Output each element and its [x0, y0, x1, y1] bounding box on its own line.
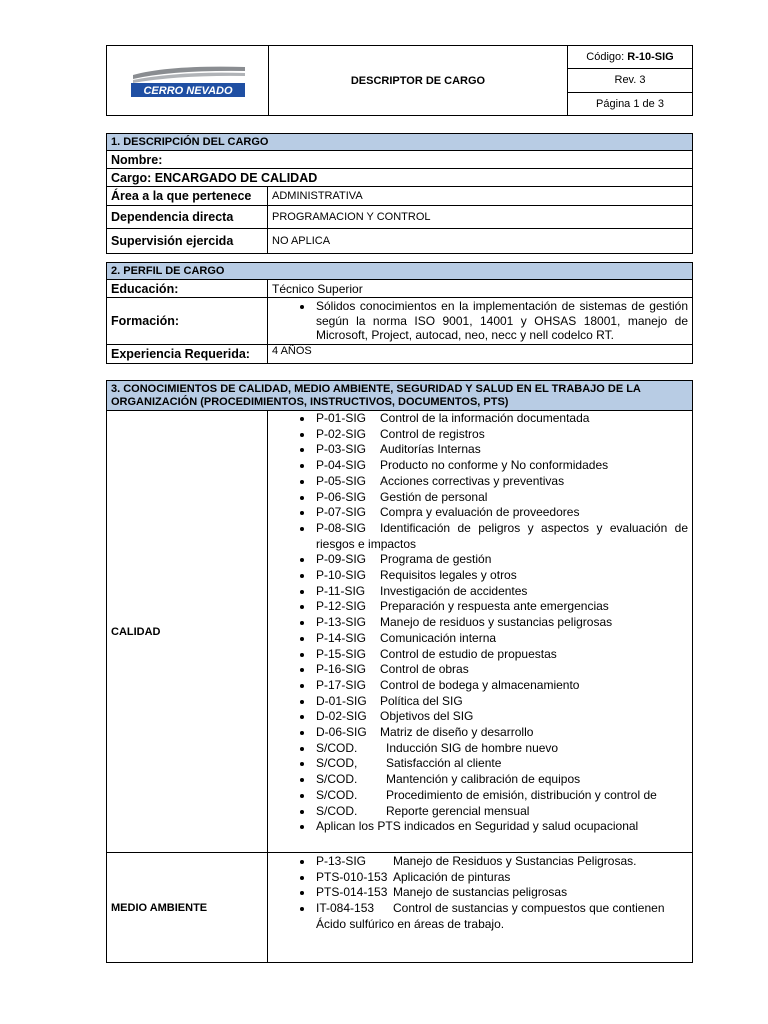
list-item: [314, 631, 688, 647]
dependencia-label: Dependencia directa: [107, 206, 268, 229]
document-code: PTS-014-153: [316, 885, 388, 900]
list-item: [314, 870, 688, 886]
list-item: [314, 521, 688, 552]
list-item: [314, 474, 688, 490]
document-code: D-01-SIG: [316, 693, 367, 708]
document-code: P-10-SIG: [316, 568, 367, 583]
section-perfil: [106, 262, 693, 364]
list-item: [314, 584, 688, 600]
list-item: [314, 662, 688, 678]
list-item: [314, 458, 688, 474]
list-item: [314, 819, 688, 835]
document-code: P-04-SIG: [316, 458, 367, 473]
document-name: Control de estudio de propuestas: [380, 646, 557, 661]
educacion-label: Educación:: [107, 280, 268, 298]
document-code: S/COD.: [316, 740, 358, 755]
medio-ambiente-list: [268, 853, 692, 933]
document-name: Control de bodega y almacenamiento: [380, 677, 580, 692]
document-code: P-13-SIG: [316, 615, 367, 630]
list-item: [314, 411, 688, 427]
document-name: Acciones correctivas y preventivas: [380, 473, 565, 488]
document-name: Preparación y respuesta ante emergencias: [380, 599, 609, 614]
list-item: [314, 901, 688, 932]
list-item: [314, 615, 688, 631]
calidad-list: [268, 411, 692, 835]
list-item: [314, 772, 688, 788]
document-code: P-06-SIG: [316, 489, 367, 504]
document-code: IT-084-153: [316, 901, 375, 916]
code-cell: [568, 46, 693, 69]
document-name: Inducción SIG de hombre nuevo: [386, 740, 559, 755]
formacion-item: • Sólidos conocimientos en la implementación de sistemas de gestión según la norma ISO 9001, 14001 y OHSAS 18001, manejo de Microsoft, Project, autocad, neo, necc y nell codelco RT.: [314, 299, 688, 343]
nombre-label: Nombre:: [107, 151, 693, 169]
document-name: Control de obras: [380, 662, 469, 677]
logo-cell: [107, 46, 269, 116]
code-value: R-10-SIG: [627, 51, 674, 64]
experiencia-label: Experiencia Requerida:: [107, 345, 268, 364]
document-name: Auditorías Internas: [380, 442, 481, 457]
document-code: D-02-SIG: [316, 709, 367, 724]
document-code: P-05-SIG: [316, 473, 367, 488]
cerro-nevado-logo: [129, 59, 247, 99]
formacion-label: Formación:: [107, 298, 268, 345]
list-item: [314, 442, 688, 458]
list-item: [314, 427, 688, 443]
document-code: D-06-SIG: [316, 725, 367, 740]
supervision-value: NO APLICA: [268, 229, 693, 254]
document-name: Procedimiento de emisión, distribución y control de: [386, 787, 657, 802]
document-name: Aplicación de pinturas: [393, 869, 511, 884]
list-item: [314, 741, 688, 757]
area-value: ADMINISTRATIVA: [268, 187, 693, 206]
formacion-list: [268, 299, 692, 343]
document-code: S/COD.: [316, 803, 358, 818]
document-name: Investigación de accidentes: [380, 583, 528, 598]
document-name: Control de registros: [380, 426, 485, 441]
document-name: Gestión de personal: [380, 489, 488, 504]
page-number: Página 1 de 3: [568, 92, 693, 115]
code-label: Código:: [586, 51, 625, 64]
document-code: P-15-SIG: [316, 646, 367, 661]
section1-title: 1. DESCRIPCIÓN DEL CARGO: [107, 134, 693, 151]
document-code: P-14-SIG: [316, 630, 367, 645]
document-name: Programa de gestión: [380, 552, 492, 567]
list-item: [314, 885, 688, 901]
document-code: P-01-SIG: [316, 411, 367, 425]
list-item: [314, 505, 688, 521]
medio-ambiente-label: MEDIO AMBIENTE: [107, 853, 268, 963]
document-code: P-17-SIG: [316, 677, 367, 692]
document-code: P-16-SIG: [316, 662, 367, 677]
list-item: [314, 756, 688, 772]
document-name: Identificación de peligros y aspectos y evaluación de riesgos e impactos: [316, 520, 688, 551]
list-item: [314, 490, 688, 506]
educacion-value: Técnico Superior: [268, 280, 693, 298]
document-code: S/COD.: [316, 787, 358, 802]
document-name: Manejo de sustancias peligrosas: [393, 885, 568, 900]
list-item: [314, 788, 688, 804]
list-item: [314, 599, 688, 615]
document-name: Objetivos del SIG: [380, 709, 474, 724]
document-name: Aplican los PTS indicados en Seguridad y salud ocupacional: [316, 819, 639, 834]
supervision-label: Supervisión ejercida: [107, 229, 268, 254]
document-header: [106, 45, 693, 116]
document-code: S/COD.: [316, 772, 358, 787]
document-name: Requisitos legales y otros: [380, 568, 517, 583]
calidad-label: CALIDAD: [107, 411, 268, 853]
document-name: Manejo de Residuos y Sustancias Peligrosas.: [393, 854, 637, 868]
document-name: Matriz de diseño y desarrollo: [380, 725, 534, 740]
document-code: PTS-010-153: [316, 869, 388, 884]
document-name: Control de sustancias y compuestos que contienen Ácido sulfúrico en áreas de trabajo.: [316, 901, 665, 931]
document-code: P-08-SIG: [316, 520, 367, 535]
document-code: P-12-SIG: [316, 599, 367, 614]
document-name: Mantención y calibración de equipos: [386, 772, 581, 787]
document-name: Política del SIG: [380, 693, 463, 708]
dependencia-value: PROGRAMACION Y CONTROL: [268, 206, 693, 229]
list-item: [314, 552, 688, 568]
document-code: P-13-SIG: [316, 854, 367, 868]
list-item: [314, 568, 688, 584]
document-name: Compra y evaluación de proveedores: [380, 505, 580, 520]
document-name: Manejo de residuos y sustancias peligrosas: [380, 615, 613, 630]
section-descripcion: [106, 133, 693, 254]
area-label: Área a la que pertenece: [107, 187, 268, 206]
document-code: P-02-SIG: [316, 426, 367, 441]
list-item: [314, 804, 688, 820]
cargo-row: Cargo: ENCARGADO DE CALIDAD: [107, 169, 693, 187]
document-name: Comunicación interna: [380, 630, 497, 645]
document-title: DESCRIPTOR DE CARGO: [269, 46, 568, 116]
document-code: P-03-SIG: [316, 442, 367, 457]
document-code: S/COD,: [316, 756, 358, 771]
experiencia-value: 4 AÑOS: [268, 345, 693, 364]
list-item: [314, 678, 688, 694]
list-item: [314, 725, 688, 741]
list-item: [314, 694, 688, 710]
list-item: [314, 709, 688, 725]
list-item: [314, 647, 688, 663]
document-name: Reporte gerencial mensual: [386, 803, 530, 818]
list-item: [314, 854, 688, 870]
document-code: P-07-SIG: [316, 505, 367, 520]
section-conocimientos: [106, 380, 693, 963]
document-name: Satisfacción al cliente: [386, 756, 502, 771]
logo-text: CERRO NEVADO: [142, 85, 233, 97]
section3-title: 3. CONOCIMIENTOS DE CALIDAD, MEDIO AMBIENTE, SEGURIDAD Y SALUD EN EL TRABAJO DE LA ORGANIZACIÓN (PROCEDIMIENTOS, INSTRUCTIVOS, DOCUMENTOS, PTS): [107, 381, 693, 411]
document-code: P-11-SIG: [316, 583, 366, 598]
section2-title: 2. PERFIL DE CARGO: [107, 263, 693, 280]
document-code: P-09-SIG: [316, 552, 367, 567]
document-name: Control de la información documentada: [380, 411, 590, 425]
document-name: Producto no conforme y No conformidades: [380, 458, 609, 473]
revision: Rev. 3: [568, 69, 693, 92]
